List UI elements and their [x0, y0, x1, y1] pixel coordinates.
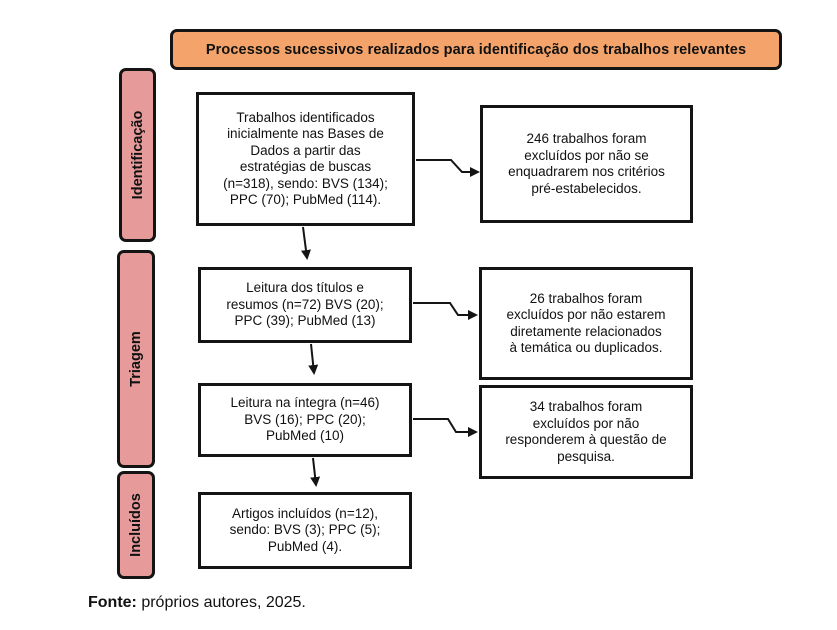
box-identified-text: Trabalhos identificados inicialmente nas Bases de Dados a partir das estratégias de buscas (n=318), sendo: BVS (134); PPC (70); PubMed (114).	[223, 109, 388, 207]
box-screening-text: Leitura dos títulos e resumos (n=72) BVS (20); PPC (39); PubMed (13)	[226, 280, 384, 329]
caption-label: Fonte:	[88, 594, 137, 611]
arrow-fulltext-to-included	[313, 458, 316, 485]
arrow-identified-to-screening	[303, 227, 307, 258]
caption-text: próprios autores, 2025.	[136, 594, 306, 611]
arrow-to-excluded-2	[413, 303, 476, 315]
arrow-screening-to-fulltext	[311, 344, 314, 373]
box-excluded-1-text: 246 trabalhos foram excluídos por não se enquadrarem nos critérios pré-estabelecidos.	[508, 131, 665, 196]
phase-incluidos-label: Incluídos	[128, 493, 144, 557]
arrow-to-excluded-1	[416, 160, 478, 172]
phase-triagem-label: Triagem	[128, 331, 144, 387]
box-fulltext-text: Leitura na íntegra (n=46) BVS (16); PPC (20); PubMed (10)	[230, 395, 380, 444]
diagram-title-text: Processos sucessivos realizados para identificação dos trabalhos relevantes	[205, 41, 747, 58]
box-excluded-2-text: 26 trabalhos foram excluídos por não estarem diretamente relacionados à temática ou duplicados.	[506, 290, 666, 355]
box-included-text: Artigos incluídos (n=12), sendo: BVS (3); PPC (5); PubMed (4).	[229, 505, 381, 554]
box-excluded-3-text: 34 trabalhos foram excluídos por não responderem à questão de pesquisa.	[505, 399, 667, 464]
phase-identificacao-label: Identificação	[129, 110, 146, 200]
arrow-to-excluded-3	[413, 419, 476, 432]
caption	[88, 594, 306, 612]
